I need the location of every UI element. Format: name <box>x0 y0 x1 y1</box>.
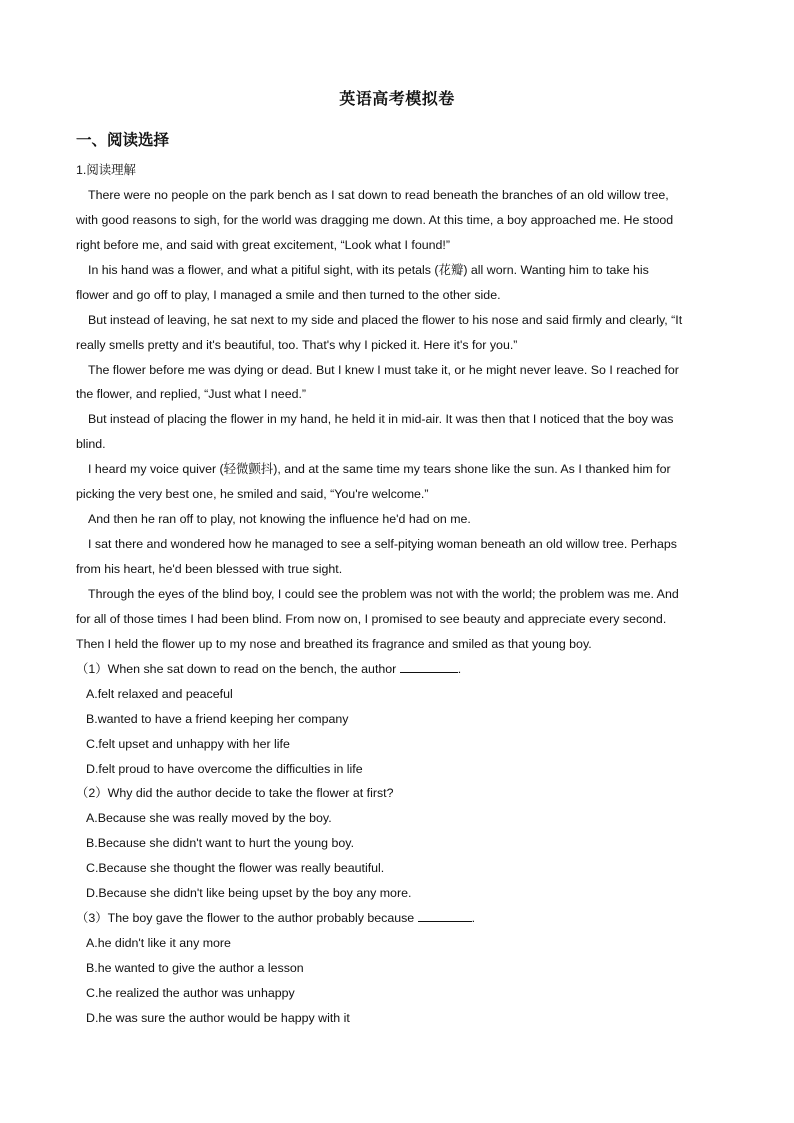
option-d[interactable]: D.Because she didn't like being upset by the boy any more. <box>86 886 412 901</box>
option-c[interactable]: C.Because she thought the flower was really beautiful. <box>86 861 385 876</box>
question-1-stem <box>76 657 716 682</box>
passage-line: the flower, and replied, “Just what I need.” <box>76 387 307 402</box>
option-b[interactable]: B.wanted to have a friend keeping her company <box>86 711 349 726</box>
question-stem-tail: . <box>457 661 462 676</box>
passage-line: really smells pretty and it's beautiful, too. That's why I picked it. Here it's for you.” <box>76 337 518 352</box>
passage-line: right before me, and said with great excitement, “Look what I found!” <box>76 237 450 252</box>
question-stem-tail: . <box>471 911 476 926</box>
option-a[interactable]: A.Because she was really moved by the boy. <box>86 811 332 826</box>
question-stem-text: （2）Why did the author decide to take the flower at first? <box>76 786 394 801</box>
passage-line: picking the very best one, he smiled and said, “You're welcome.” <box>76 487 429 502</box>
passage-line: from his heart, he'd been blessed with true sight. <box>76 562 343 576</box>
option-d[interactable]: D.he was sure the author would be happy with it <box>86 1010 350 1025</box>
passage-line: And then he ran off to play, not knowing the influence he'd had on me. <box>88 512 471 527</box>
page-title: 英语高考模拟卷 <box>339 89 455 108</box>
option-d[interactable]: D.felt proud to have overcome the difficulties in life <box>86 761 363 776</box>
question-stem-text: （1）When she sat down to read on the bench, the author <box>76 661 397 676</box>
passage-line: But instead of leaving, he sat next to my side and placed the flower to his nose and said firmly and clearly, “It <box>88 312 683 327</box>
option-c[interactable]: C.felt upset and unhappy with her life <box>86 736 290 751</box>
answer-blank <box>400 658 458 673</box>
question-stem-text: （3）The boy gave the flower to the author probably because <box>76 911 415 926</box>
option-a[interactable]: A.he didn't like it any more <box>86 936 231 951</box>
question-2-stem <box>76 781 716 806</box>
option-a[interactable]: A.felt relaxed and peaceful <box>86 686 233 701</box>
reading-passage <box>76 158 716 1031</box>
option-b[interactable]: B.he wanted to give the author a lesson <box>86 961 304 975</box>
passage-line: But instead of placing the flower in my hand, he held it in mid-air. It was then that I noticed that the boy was <box>88 412 674 427</box>
passage-line: for all of those times I had been blind. From now on, I promised to see beauty and appreciate every second. <box>76 611 667 626</box>
passage-line: I heard my voice quiver (轻微颤抖), and at the same time my tears shone like the sun. As I thanked him for <box>88 462 671 477</box>
passage-line: Through the eyes of the blind boy, I could see the problem was not with the world; the problem was me. And <box>88 586 679 601</box>
option-b[interactable]: B.Because she didn't want to hurt the young boy. <box>86 836 355 851</box>
passage-line: with good reasons to sigh, for the world was dragging me down. At this time, a boy approached me. He stood <box>76 212 674 227</box>
passage-line: flower and go off to play, I managed a smile and then turned to the other side. <box>76 287 501 302</box>
answer-blank <box>418 907 472 922</box>
option-c[interactable]: C.he realized the author was unhappy <box>86 985 295 1000</box>
passage-line: There were no people on the park bench as I sat down to read beneath the branches of an old willow tree, <box>88 187 669 202</box>
question-3-stem <box>76 906 716 931</box>
section-heading: 一、阅读选择 <box>76 131 170 149</box>
question-number-label: 1.阅读理解 <box>76 163 136 177</box>
passage-line: blind. <box>76 437 106 452</box>
passage-line: I sat there and wondered how he managed to see a self-pitying woman beneath an old willow tree. Perhaps <box>88 537 677 552</box>
passage-line: In his hand was a flower, and what a pitiful sight, with its petals (花瓣) all worn. Wanting him to take his <box>88 262 649 277</box>
passage-line: The flower before me was dying or dead. But I knew I must take it, or he might never leave. So I reached for <box>88 362 679 377</box>
passage-line: Then I held the flower up to my nose and breathed its fragrance and smiled as that young boy. <box>76 636 592 651</box>
